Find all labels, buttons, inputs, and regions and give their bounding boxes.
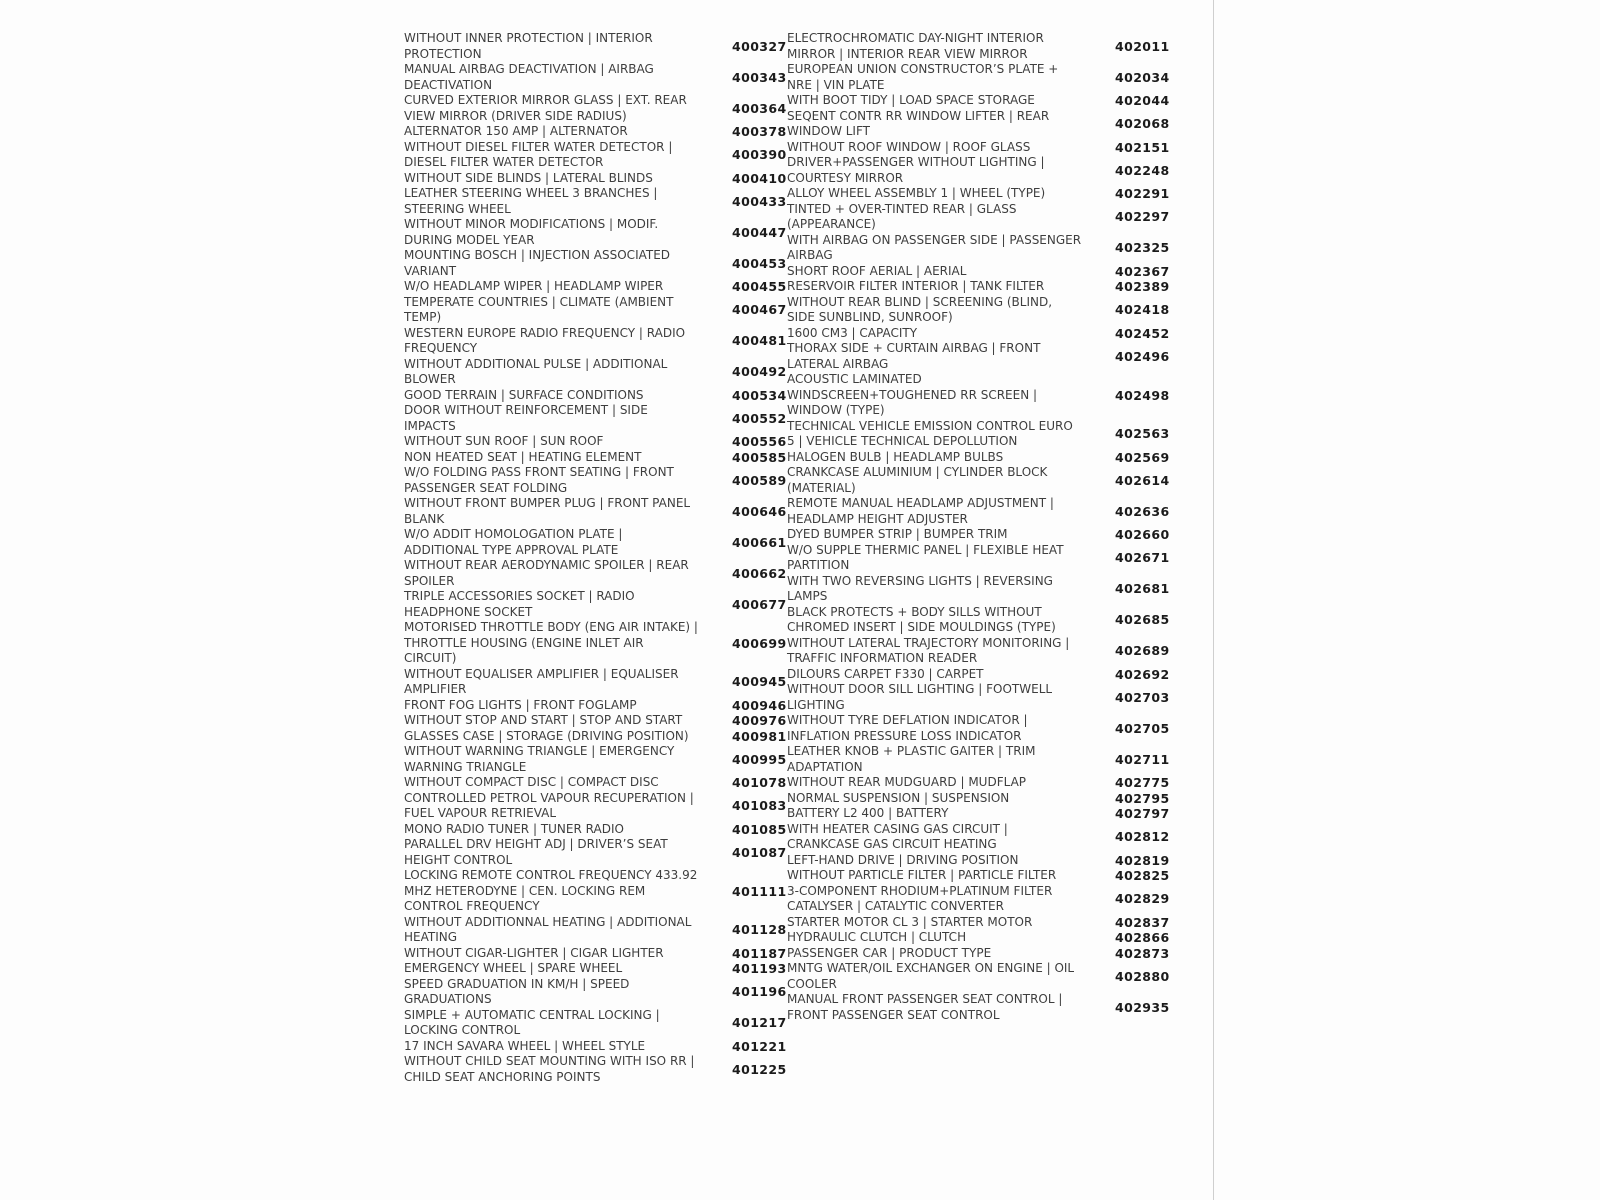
option-code: 402367 — [1115, 263, 1170, 279]
option-description: ACOUSTIC LAMINATED WINDSCREEN+TOUGHENED RR SCREEN | WINDOW (TYPE) — [787, 372, 1038, 417]
table-row — [787, 155, 1170, 186]
option-description: WITHOUT FRONT BUMPER PLUG | FRONT PANEL BLANK — [404, 496, 691, 526]
option-code: 401196 — [732, 984, 787, 1000]
table-row — [787, 713, 1170, 744]
table-row — [404, 744, 787, 775]
table-row — [404, 31, 787, 62]
option-description: W/O HEADLAMP WIPER | HEADLAMP WIPER — [404, 279, 664, 293]
option-description: TRIPLE ACCESSORIES SOCKET | RADIO HEADPHONE SOCKET — [404, 589, 635, 619]
table-row — [404, 837, 787, 868]
page-edge-line — [1213, 0, 1214, 1200]
option-description: DOOR WITHOUT REINFORCEMENT | SIDE IMPACTS — [404, 403, 648, 433]
table-row — [404, 1038, 787, 1055]
option-description: ALLOY WHEEL ASSEMBLY 1 | WHEEL (TYPE) — [787, 186, 1046, 200]
option-description: LEATHER STEERING WHEEL 3 BRANCHES | STEERING WHEEL — [404, 186, 658, 216]
table-row — [404, 465, 787, 496]
table-row — [404, 976, 787, 1008]
table-row — [404, 697, 787, 714]
table-row — [787, 372, 1170, 419]
option-description: BLACK PROTECTS + BODY SILLS WITHOUT CHROMED INSERT | SIDE MOULDINGS (TYPE) — [787, 604, 1056, 634]
option-code: 401187 — [732, 945, 787, 961]
option-code: 402614 — [1115, 472, 1170, 488]
option-description: WITHOUT STOP AND START | STOP AND START — [404, 713, 683, 727]
option-description: WITHOUT COMPACT DISC | COMPACT DISC — [404, 775, 659, 789]
option-description: WITHOUT MINOR MODIFICATIONS | MODIF. DURING MODEL YEAR — [404, 217, 659, 247]
option-description: FRONT FOG LIGHTS | FRONT FOGLAMP — [404, 697, 637, 712]
option-description: MOTORISED THROTTLE BODY (ENG AIR INTAKE) | THROTTLE HOUSING (ENGINE INLET AIR CIRCUIT) — [404, 620, 698, 665]
table-row — [787, 635, 1170, 667]
option-description: LOCKING REMOTE CONTROL FREQUENCY 433.92 MHZ HETERODYNE | CEN. LOCKING REM CONTROL FREQUENCY — [404, 868, 698, 913]
options-column-left — [404, 31, 787, 1085]
option-description: NORMAL SUSPENSION | SUSPENSION — [787, 790, 1010, 805]
table-row — [787, 294, 1170, 326]
option-code: 400585 — [732, 449, 787, 465]
option-code: 400552 — [732, 410, 787, 426]
table-row — [787, 279, 1170, 295]
option-code: 402935 — [1115, 999, 1170, 1015]
option-description: CURVED EXTERIOR MIRROR GLASS | EXT. REAR VIEW MIRROR (DRIVER SIDE RADIUS) — [404, 93, 687, 123]
table-row — [787, 744, 1170, 775]
option-code: 400946 — [732, 697, 787, 713]
option-description: EUROPEAN UNION CONSTRUCTOR’S PLATE + NRE | VIN PLATE — [787, 62, 1059, 92]
option-code: 401111 — [732, 883, 787, 899]
option-code: 402689 — [1115, 643, 1170, 659]
option-description: WITHOUT TYRE DEFLATION INDICATOR | INFLATION PRESSURE LOSS INDICATOR — [787, 713, 1028, 743]
table-row — [404, 356, 787, 388]
option-description: WITHOUT CHILD SEAT MOUNTING WITH ISO RR | CHILD SEAT ANCHORING POINTS — [404, 1054, 695, 1084]
table-row — [404, 449, 787, 466]
option-description: CRANKCASE ALUMINIUM | CYLINDER BLOCK (MATERIAL) — [787, 465, 1048, 495]
option-code: 400646 — [732, 503, 787, 519]
option-code: 402636 — [1115, 503, 1170, 519]
table-row — [404, 1007, 787, 1039]
option-description: WITHOUT REAR AERODYNAMIC SPOILER | REAR SPOILER — [404, 558, 689, 588]
table-row — [404, 589, 787, 620]
table-row — [787, 341, 1170, 372]
option-code: 400677 — [732, 596, 787, 612]
option-code: 401087 — [732, 844, 787, 860]
table-row — [404, 403, 787, 434]
table-row — [787, 961, 1170, 992]
option-description: SIMPLE + AUTOMATIC CENTRAL LOCKING | LOCKING CONTROL — [404, 1007, 660, 1037]
option-description: LEATHER KNOB + PLASTIC GAITER | TRIM ADAPTATION — [787, 744, 1036, 774]
option-description: WITHOUT SUN ROOF | SUN ROOF — [404, 434, 604, 448]
option-description: WITHOUT SIDE BLINDS | LATERAL BLINDS — [404, 170, 653, 185]
option-code: 400455 — [732, 279, 787, 294]
option-description: BATTERY L2 400 | BATTERY — [787, 806, 949, 820]
option-code: 400410 — [732, 170, 787, 186]
option-code: 402812 — [1115, 829, 1170, 845]
option-code: 402795 — [1115, 790, 1170, 806]
option-code: 402681 — [1115, 581, 1170, 597]
table-row — [404, 434, 787, 450]
option-code: 402569 — [1115, 449, 1170, 465]
option-code: 402496 — [1115, 348, 1170, 364]
option-description: NON HEATED SEAT | HEATING ELEMENT — [404, 449, 642, 464]
option-description: WITHOUT CIGAR-LIGHTER | CIGAR LIGHTER — [404, 945, 664, 960]
table-row — [787, 263, 1170, 280]
option-description: MANUAL FRONT PASSENGER SEAT CONTROL | FRONT PASSENGER SEAT CONTROL — [787, 992, 1063, 1022]
option-description: WITHOUT PARTICLE FILTER | PARTICLE FILTER — [787, 868, 1057, 882]
option-description: STARTER MOTOR CL 3 | STARTER MOTOR — [787, 914, 1033, 929]
option-description: WITH TWO REVERSING LIGHTS | REVERSING LAMPS — [787, 573, 1053, 603]
table-row — [787, 682, 1170, 713]
option-code: 402291 — [1115, 186, 1170, 201]
option-description: WITHOUT LATERAL TRAJECTORY MONITORING | TRAFFIC INFORMATION READER — [787, 635, 1070, 665]
option-description: RESERVOIR FILTER INTERIOR | TANK FILTER — [787, 279, 1045, 293]
option-code: 401128 — [732, 922, 787, 938]
option-code: 400661 — [732, 534, 787, 550]
table-row — [787, 108, 1170, 140]
table-row — [787, 604, 1170, 636]
option-description: W/O SUPPLE THERMIC PANEL | FLEXIBLE HEAT PARTITION — [787, 542, 1064, 572]
option-description: GOOD TERRAIN | SURFACE CONDITIONS — [404, 387, 644, 402]
option-code: 402692 — [1115, 666, 1170, 682]
option-description: GLASSES CASE | STORAGE (DRIVING POSITION) — [404, 728, 689, 743]
option-code: 402563 — [1115, 426, 1170, 442]
option-description: 17 INCH SAVARA WHEEL | WHEEL STYLE — [404, 1038, 646, 1053]
table-row — [404, 62, 787, 93]
option-description: WITHOUT ADDITIONNAL HEATING | ADDITIONAL HEATING — [404, 914, 692, 944]
option-code: 401193 — [732, 961, 787, 976]
option-description: 1600 CM3 | CAPACITY — [787, 325, 918, 340]
option-description: W/O ADDIT HOMOLOGATION PLATE | ADDITIONAL TYPE APPROVAL PLATE — [404, 527, 623, 557]
option-code: 402703 — [1115, 689, 1170, 705]
option-description: WITHOUT DOOR SILL LIGHTING | FOOTWELL LIGHTING — [787, 682, 1053, 712]
option-code: 402825 — [1115, 868, 1170, 883]
table-row — [787, 868, 1170, 884]
table-row — [787, 790, 1170, 807]
option-code: 402685 — [1115, 612, 1170, 628]
table-row — [404, 279, 787, 295]
table-row — [787, 496, 1170, 527]
option-description: DYED BUMPER STRIP | BUMPER TRIM — [787, 527, 1008, 541]
option-code: 400481 — [732, 333, 787, 349]
option-code: 401083 — [732, 798, 787, 814]
table-row — [787, 31, 1170, 62]
option-description: MANUAL AIRBAG DEACTIVATION | AIRBAG DEACTIVATION — [404, 62, 654, 92]
table-row — [404, 248, 787, 279]
table-row — [404, 124, 787, 140]
option-code: 402418 — [1115, 302, 1170, 318]
option-description: CONTROLLED PETROL VAPOUR RECUPERATION | FUEL VAPOUR RETRIEVAL — [404, 790, 694, 820]
option-code: 402705 — [1115, 720, 1170, 736]
option-description: DRIVER+PASSENGER WITHOUT LIGHTING | COURTESY MIRROR — [787, 155, 1045, 185]
option-code: 400981 — [732, 728, 787, 744]
option-code: 402829 — [1115, 891, 1170, 907]
table-row — [404, 139, 787, 171]
option-description: REMOTE MANUAL HEADLAMP ADJUSTMENT | HEADLAMP HEIGHT ADJUSTER — [787, 496, 1054, 526]
table-row — [787, 201, 1170, 233]
table-row — [404, 821, 787, 838]
option-code: 400699 — [732, 635, 787, 651]
option-code: 400945 — [732, 674, 787, 690]
option-code: 401217 — [732, 1015, 787, 1031]
option-code: 400662 — [732, 565, 787, 581]
option-description: HYDRAULIC CLUTCH | CLUTCH — [787, 930, 967, 944]
option-code: 402866 — [1115, 930, 1170, 945]
options-column-right — [787, 31, 1170, 1023]
table-row — [404, 713, 787, 729]
option-description: WITHOUT INNER PROTECTION | INTERIOR PROTECTION — [404, 31, 653, 61]
option-code: 400390 — [732, 147, 787, 163]
option-description: WITH BOOT TIDY | LOAD SPACE STORAGE — [787, 93, 1035, 107]
option-code: 402389 — [1115, 279, 1170, 294]
option-description: EMERGENCY WHEEL | SPARE WHEEL — [404, 961, 623, 975]
table-row — [404, 325, 787, 357]
option-code: 402775 — [1115, 775, 1170, 790]
table-row — [404, 728, 787, 745]
option-description: WESTERN EUROPE RADIO FREQUENCY | RADIO FREQUENCY — [404, 325, 686, 355]
option-description: ELECTROCHROMATIC DAY-NIGHT INTERIOR MIRROR | INTERIOR REAR VIEW MIRROR — [787, 31, 1044, 61]
option-code: 401221 — [732, 1038, 787, 1054]
table-row — [404, 620, 787, 667]
table-row — [787, 992, 1170, 1023]
table-row — [404, 775, 787, 791]
table-row — [787, 666, 1170, 683]
option-code: 402660 — [1115, 527, 1170, 542]
table-row — [787, 93, 1170, 109]
option-code: 402880 — [1115, 968, 1170, 984]
table-row — [787, 418, 1170, 450]
option-description: WITHOUT REAR MUDGUARD | MUDFLAP — [787, 775, 1027, 789]
table-row — [787, 62, 1170, 93]
option-description: WITH AIRBAG ON PASSENGER SIDE | PASSENGER AIRBAG — [787, 232, 1082, 262]
option-code: 400492 — [732, 364, 787, 380]
table-row — [404, 914, 787, 946]
option-code: 400976 — [732, 713, 787, 728]
table-row — [787, 186, 1170, 202]
option-code: 400447 — [732, 224, 787, 240]
option-code: 402873 — [1115, 945, 1170, 961]
option-description: W/O FOLDING PASS FRONT SEATING | FRONT PASSENGER SEAT FOLDING — [404, 465, 674, 495]
table-row — [787, 930, 1170, 946]
option-code: 401225 — [732, 1061, 787, 1077]
option-code: 402297 — [1115, 209, 1170, 225]
option-code: 400467 — [732, 302, 787, 318]
option-description: TINTED + OVER-TINTED REAR | GLASS (APPEARANCE) — [787, 201, 1017, 231]
option-description: SEQENT CONTR RR WINDOW LIFTER | REAR WINDOW LIFT — [787, 108, 1050, 138]
option-code: 400589 — [732, 472, 787, 488]
option-description: WITHOUT WARNING TRIANGLE | EMERGENCY WARNING TRIANGLE — [404, 744, 675, 774]
option-description: TECHNICAL VEHICLE EMISSION CONTROL EURO 5 | VEHICLE TECHNICAL DEPOLLUTION — [787, 418, 1073, 448]
option-description: WITHOUT DIESEL FILTER WATER DETECTOR | DIESEL FILTER WATER DETECTOR — [404, 139, 673, 169]
table-row — [787, 232, 1170, 264]
table-row — [787, 449, 1170, 466]
table-row — [404, 217, 787, 248]
table-row — [787, 806, 1170, 822]
option-description: HALOGEN BULB | HEADLAMP BULBS — [787, 449, 1004, 464]
table-row — [787, 883, 1170, 915]
option-description: DILOURS CARPET F330 | CARPET — [787, 666, 984, 681]
option-description: MONO RADIO TUNER | TUNER RADIO — [404, 821, 624, 836]
option-code: 400364 — [732, 100, 787, 116]
table-row — [404, 790, 787, 822]
option-code: 400433 — [732, 193, 787, 209]
option-code: 402068 — [1115, 116, 1170, 132]
table-row — [404, 961, 787, 977]
option-code: 400534 — [732, 387, 787, 403]
option-code: 402711 — [1115, 751, 1170, 767]
option-description: WITHOUT REAR BLIND | SCREENING (BLIND, SIDE SUNBLIND, SUNROOF) — [787, 294, 1053, 324]
table-row — [787, 542, 1170, 574]
option-code: 400995 — [732, 751, 787, 767]
option-code: 402151 — [1115, 139, 1170, 155]
option-code: 402325 — [1115, 240, 1170, 256]
table-row — [404, 558, 787, 589]
option-code: 402011 — [1115, 38, 1170, 54]
table-row — [787, 573, 1170, 605]
table-row — [404, 1054, 787, 1085]
table-row — [404, 294, 787, 326]
option-description: THORAX SIDE + CURTAIN AIRBAG | FRONT LATERAL AIRBAG — [787, 341, 1041, 371]
option-code: 402671 — [1115, 550, 1170, 566]
option-code: 402819 — [1115, 852, 1170, 868]
table-row — [404, 186, 787, 217]
option-description: MOUNTING BOSCH | INJECTION ASSOCIATED VARIANT — [404, 248, 671, 278]
option-code: 402044 — [1115, 93, 1170, 108]
table-row — [404, 496, 787, 527]
option-description: PASSENGER CAR | PRODUCT TYPE — [787, 945, 992, 960]
option-code: 400556 — [732, 434, 787, 449]
option-code: 401078 — [732, 775, 787, 790]
table-row — [787, 914, 1170, 931]
table-row — [787, 325, 1170, 342]
option-code: 401085 — [732, 821, 787, 837]
option-description: WITHOUT ROOF WINDOW | ROOF GLASS — [787, 139, 1031, 154]
option-description: SHORT ROOF AERIAL | AERIAL — [787, 263, 967, 278]
option-code: 400343 — [732, 69, 787, 85]
table-row — [404, 666, 787, 698]
option-description: MNTG WATER/OIL EXCHANGER ON ENGINE | OIL COOLER — [787, 961, 1075, 991]
table-row — [787, 821, 1170, 853]
option-description: WITHOUT ADDITIONAL PULSE | ADDITIONAL BLOWER — [404, 356, 668, 386]
option-description: PARALLEL DRV HEIGHT ADJ | DRIVER’S SEAT HEIGHT CONTROL — [404, 837, 668, 867]
option-code: 402837 — [1115, 914, 1170, 930]
option-description: TEMPERATE COUNTRIES | CLIMATE (AMBIENT TEMP) — [404, 294, 674, 324]
option-description: 3-COMPONENT RHODIUM+PLATINUM FILTER CATALYSER | CATALYTIC CONVERTER — [787, 883, 1053, 913]
table-row — [404, 527, 787, 558]
option-code: 400453 — [732, 255, 787, 271]
table-row — [787, 465, 1170, 496]
option-description: WITH HEATER CASING GAS CIRCUIT | CRANKCASE GAS CIRCUIT HEATING — [787, 821, 1008, 851]
table-row — [404, 170, 787, 187]
option-description: WITHOUT EQUALISER AMPLIFIER | EQUALISER AMPLIFIER — [404, 666, 679, 696]
option-description: ALTERNATOR 150 AMP | ALTERNATOR — [404, 124, 628, 138]
table-row — [404, 387, 787, 404]
option-code: 400327 — [732, 38, 787, 54]
table-row — [787, 775, 1170, 791]
option-description: LEFT-HAND DRIVE | DRIVING POSITION — [787, 852, 1019, 867]
option-description: SPEED GRADUATION IN KM/H | SPEED GRADUATIONS — [404, 976, 630, 1006]
option-code: 402248 — [1115, 162, 1170, 178]
table-row — [404, 93, 787, 124]
table-row — [787, 852, 1170, 869]
option-code: 402498 — [1115, 387, 1170, 403]
option-code: 402797 — [1115, 806, 1170, 821]
option-code: 400378 — [732, 124, 787, 139]
option-code: 402034 — [1115, 69, 1170, 85]
table-row — [787, 139, 1170, 156]
table-row — [787, 527, 1170, 543]
table-row — [404, 945, 787, 962]
option-code: 402452 — [1115, 325, 1170, 341]
table-row — [787, 945, 1170, 962]
table-row — [404, 868, 787, 915]
